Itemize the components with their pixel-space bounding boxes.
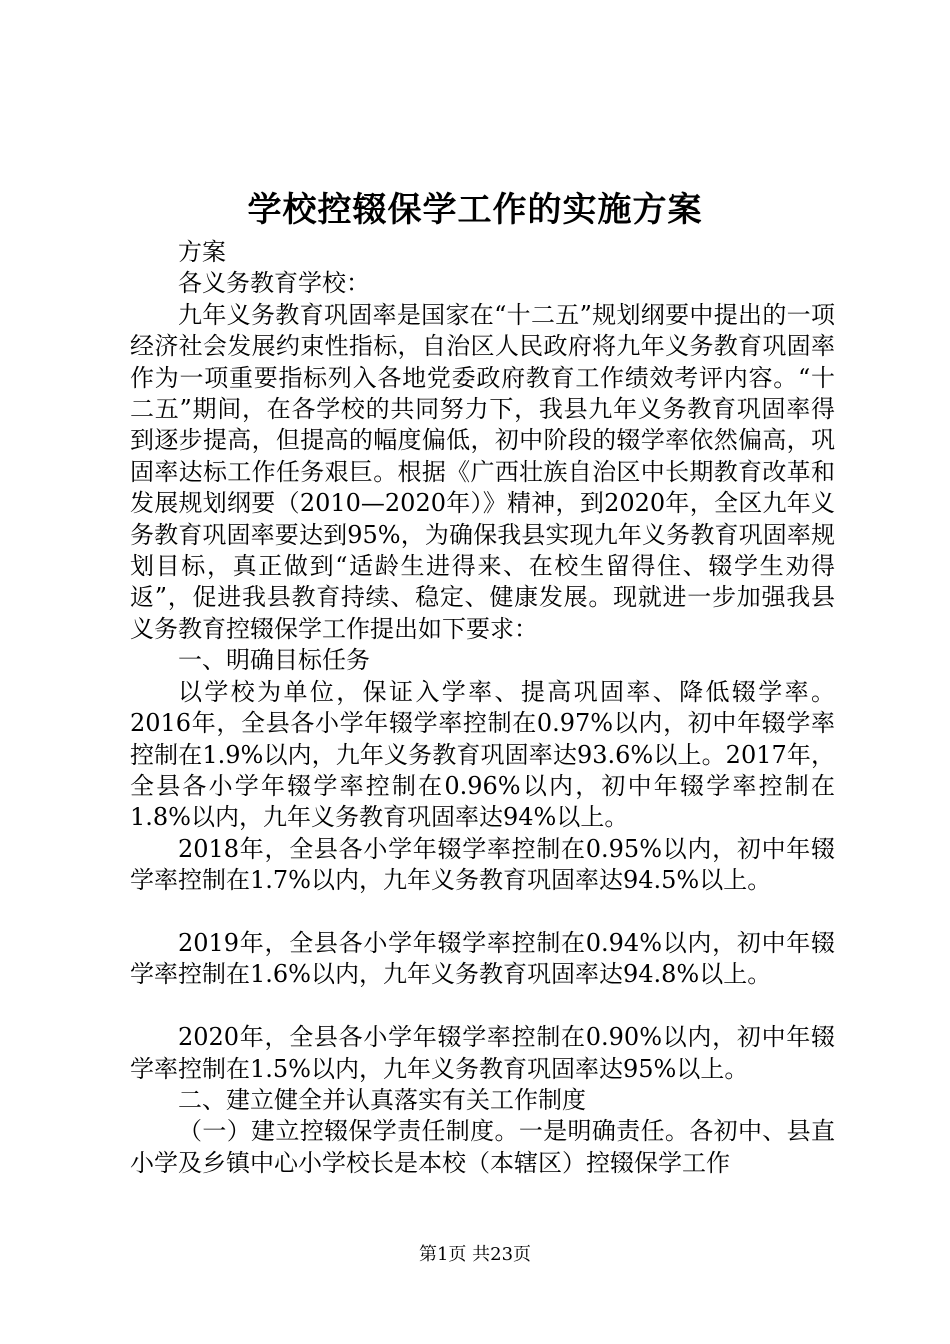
paragraph-target-2018: 2018年，全县各小学年辍学率控制在0.95%以内，初中年辍学率控制在1.7%以内，九年义务教育巩固率达94.5%以上。 bbox=[130, 834, 835, 895]
paragraph-subsection-1: （一）建立控辍保学责任制度。一是明确责任。各初中、县直小学及乡镇中心小学校长是本校（本辖区）控辍保学工作 bbox=[130, 1117, 835, 1177]
document-title: 学校控辍保学工作的实施方案 bbox=[247, 190, 703, 230]
blank-line bbox=[130, 897, 835, 928]
blank-line bbox=[130, 991, 835, 1022]
paragraph-intro: 九年义务教育巩固率是国家在“十二五”规划纲要中提出的一项经济社会发展约束性指标，自治区人民政府将九年义务教育巩固率作为一项重要指标列入各地党委政府教育工作绩效考评内容。“十二五”期间，在各学校的共同努力下，我县九年义务教育巩固率得到逐步提高，但提高的幅度偏低，初中阶段的辍学率依然偏高，巩固率达标工作任务艰巨。根据《广西壮族自治区中长期教育改革和发展规划纲要（2010—2020年）》精神，到2020年，全区九年义务教育巩固率要达到95%，为确保我县实现九年义务教育巩固率规划目标，真正做到“适龄生进得来、在校生留得住、辍学生劝得返”，促进我县教育持续、稳定、健康发展。现就进一步加强我县义务教育控辍保学工作提出如下要求： bbox=[130, 300, 835, 643]
paragraph-target-2020: 2020年，全县各小学年辍学率控制在0.90%以内，初中年辍学率控制在1.5%以内，九年义务教育巩固率达95%以上。 bbox=[130, 1023, 835, 1083]
paragraph-target-2019: 2019年，全县各小学年辍学率控制在0.94%以内，初中年辍学率控制在1.6%以内，九年义务教育巩固率达94.8%以上。 bbox=[130, 928, 835, 989]
document-body bbox=[130, 237, 835, 1179]
page-footer: 第1页 共23页 bbox=[418, 1244, 532, 1265]
section-heading-2: 二、建立健全并认真落实有关工作制度 bbox=[178, 1085, 586, 1114]
paragraph-targets-2016-2017: 以学校为单位，保证入学率、提高巩固率、降低辍学率。2016年，全县各小学年辍学率控制在0.97%以内，初中年辍学率控制在1.9%以内，九年义务教育巩固率达93.6%以上。2017年，全县各小学年辍学率控制在0.96%以内，初中年辍学率控制在1.8%以内，九年义务教育巩固率达94%以上。 bbox=[130, 677, 835, 832]
section-heading-1: 一、明确目标任务 bbox=[178, 646, 370, 675]
paragraph-salutation: 各义务教育学校： bbox=[178, 269, 370, 298]
paragraph-label: 方案 bbox=[178, 238, 226, 266]
